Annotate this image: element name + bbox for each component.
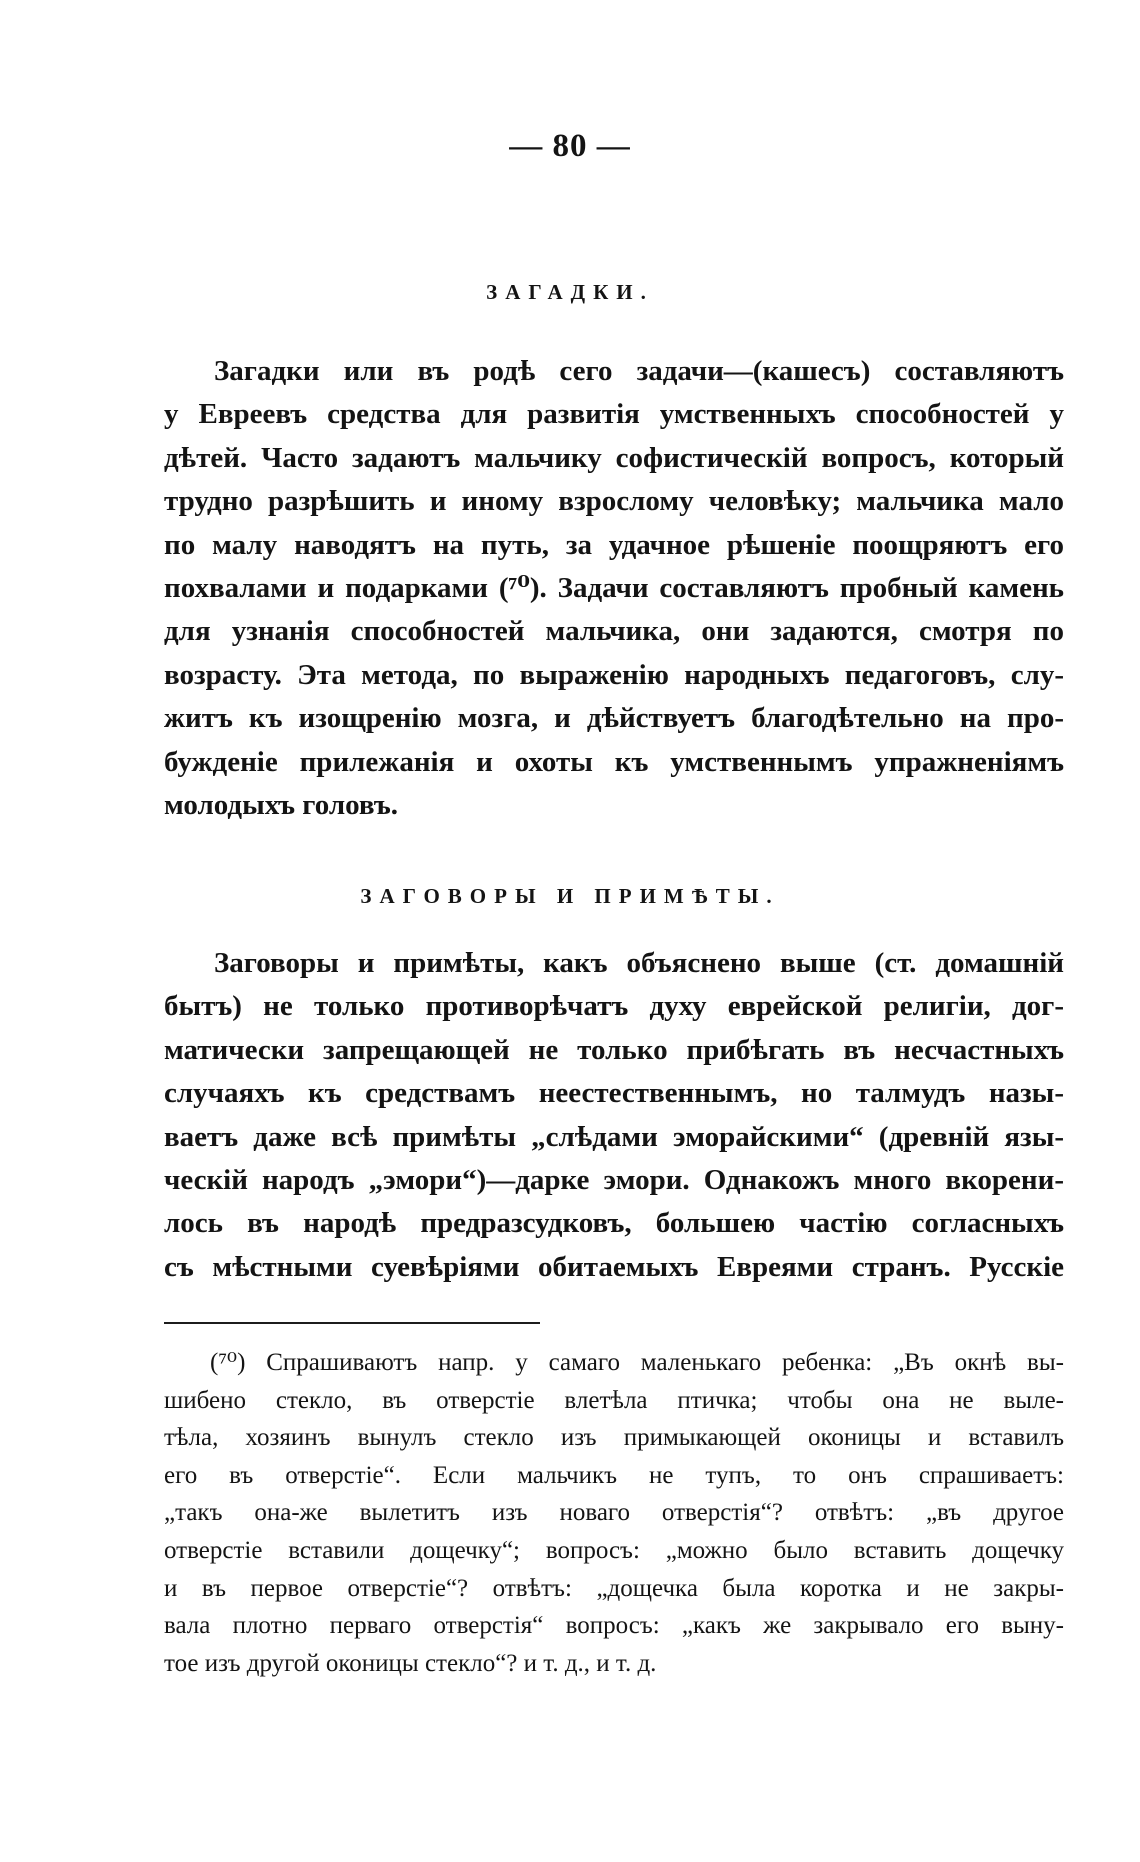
footnote-line: вала плотно перваго отверстія“ вопросъ: „какъ же закрывало его выну-	[164, 1612, 1064, 1640]
text-line: Загадки или въ родѣ сего задачи—(кашесъ) составляютъ	[214, 355, 1064, 387]
text-line: лось въ народѣ предразсудковъ, большею частію согласныхъ	[164, 1207, 1064, 1240]
text-line: матически запрещающей не только прибѣгать въ несчастныхъ	[164, 1033, 1064, 1066]
paragraph-charms-omens	[164, 942, 1064, 1289]
footnote-line: „такъ она-же вылетитъ изъ новаго отверстія“? отвѣтъ: „въ другое	[164, 1499, 1064, 1527]
text-line: ческій народъ „эмори“)—дарке эмори. Однакожъ много вкорени-	[164, 1164, 1064, 1197]
footnote-line: тѣла, хозяинъ вынулъ стекло изъ примыкающей оконицы и вставилъ	[164, 1424, 1064, 1452]
footnote-line: и въ первое отверстіе“? отвѣтъ: „дощечка была коротка и не закры-	[164, 1574, 1064, 1602]
text-line: возрасту. Эта метода, по выраженію народныхъ педагоговъ, слу-	[164, 658, 1064, 691]
text-line: дѣтей. Часто задаютъ мальчику софистическій вопросъ, который	[164, 441, 1064, 474]
text-line: Заговоры и примѣты, какъ объяснено выше (ст. домашній	[214, 947, 1064, 979]
text-line: съ мѣстными суевѣріями обитаемыхъ Евреями странъ. Русскіе	[164, 1250, 1064, 1283]
footnote-line: (⁷⁰) Спрашиваютъ напр. у самаго маленькаго ребенка: „Въ окнѣ вы-	[210, 1349, 1064, 1376]
text-line: похвалами и подарками (⁷⁰). Задачи составляютъ пробный камень	[164, 572, 1064, 605]
text-line: трудно разрѣшить и иному взрослому человѣку; мальчика мало	[164, 485, 1064, 518]
page-number: — 80 —	[509, 128, 631, 164]
paragraph-riddles	[164, 350, 1064, 827]
text-line: ваетъ даже всѣ примѣты „слѣдами эморайскими“ (древній язы-	[164, 1120, 1064, 1153]
text-line: бужденіе прилежанія и охоты къ умственнымъ упражненіямъ	[164, 745, 1064, 778]
text-line: для узнанія способностей мальчика, они задаются, смотря по	[164, 615, 1064, 648]
text-line: бытъ) не только противорѣчатъ духу еврейской религіи, дог-	[164, 990, 1064, 1023]
text-line: по малу наводятъ на путь, за удачное рѣшеніе поощряютъ его	[164, 528, 1064, 561]
footnote-line: его въ отверстіе“. Если мальчикъ не тупъ, то онъ спрашиваетъ:	[164, 1461, 1064, 1489]
text-line: у Евреевъ средства для развитія умственныхъ способностей у	[164, 398, 1064, 431]
footnote-line: шибено стекло, въ отверстіе влетѣла птичка; чтобы она не выле-	[164, 1386, 1064, 1414]
text-line: житъ къ изощренію мозга, и дѣйствуетъ благодѣтельно на про-	[164, 702, 1064, 735]
footnote-70	[164, 1344, 1064, 1682]
text-line: случаяхъ къ средствамъ неестественнымъ, но талмудъ назы-	[164, 1077, 1064, 1110]
footnote-line: отверстіе вставили дощечку“; вопросъ: „можно было вставить дощечку	[164, 1536, 1064, 1564]
section-heading-charms-omens: ЗАГОВОРЫ И ПРИМѢТЫ.	[360, 884, 780, 908]
footnote-line: тое изъ другой оконицы стекло“? и т. д., и т. д.	[164, 1649, 657, 1677]
footnote-divider	[164, 1322, 540, 1324]
section-heading-riddles: ЗАГАДКИ.	[486, 280, 654, 304]
text-line: молодыхъ головъ.	[164, 789, 398, 822]
